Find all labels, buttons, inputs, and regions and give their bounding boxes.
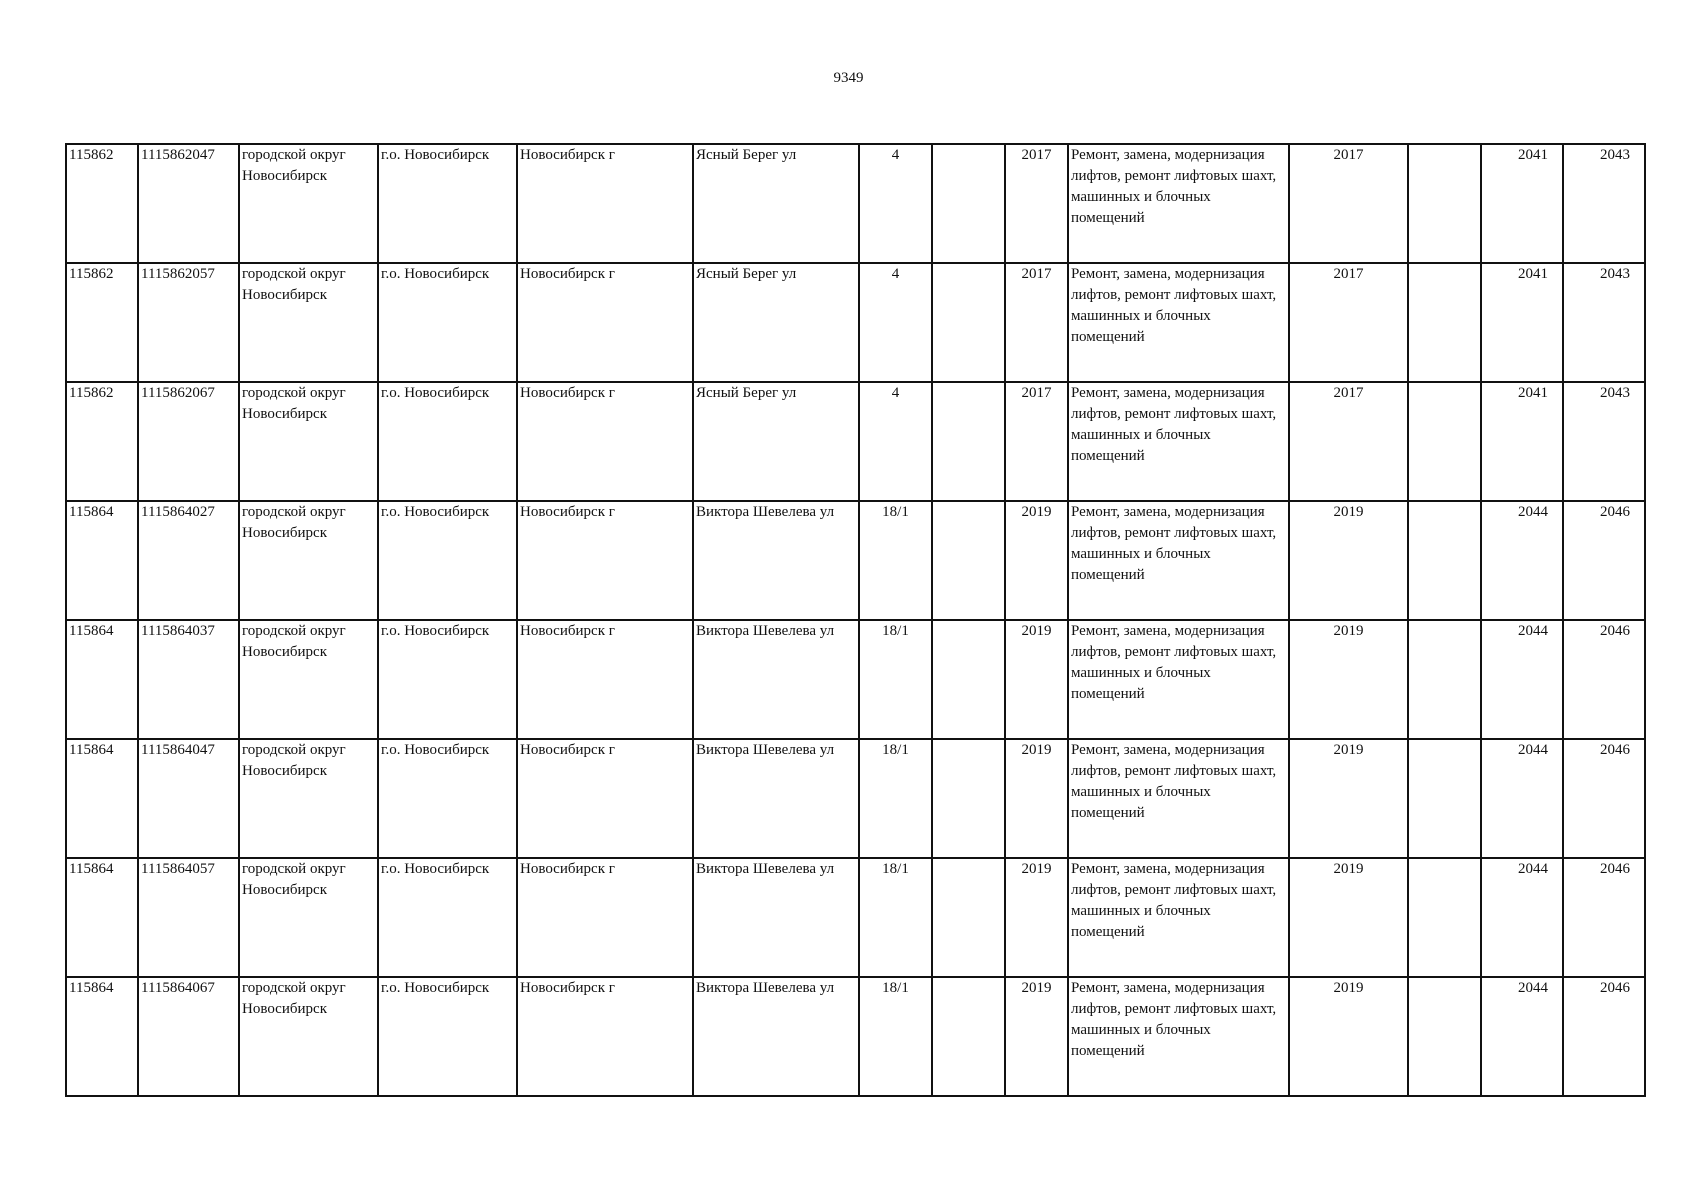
city-cell: Новосибирск г [517,501,693,620]
plan-start-cell: 2044 [1481,977,1563,1096]
work-type-cell: Ремонт, замена, модернизация лифтов, ремонт лифтовых шахт, машинных и блочных помещений [1068,263,1289,382]
street-cell: Ясный Берег ул [693,263,859,382]
city-cell: Новосибирск г [517,858,693,977]
year-built-cell: 2017 [1289,144,1408,263]
district-cell: г.о. Новосибирск [378,263,517,382]
year-cell: 2019 [1005,620,1068,739]
city-cell: Новосибирск г [517,263,693,382]
city-cell: Новосибирск г [517,739,693,858]
year-cell: 2017 [1005,144,1068,263]
year-built-cell: 2019 [1289,501,1408,620]
table-row [66,263,1645,382]
house-id-cell: 115862 [66,144,138,263]
street-cell: Ясный Берег ул [693,144,859,263]
house-number-cell: 18/1 [859,739,932,858]
year-built-cell: 2019 [1289,977,1408,1096]
municipality-cell: городской округ Новосибирск [239,858,378,977]
empty-cell [932,858,1005,977]
table-row [66,858,1645,977]
element-id-cell: 1115862067 [138,382,239,501]
district-cell: г.о. Новосибирск [378,620,517,739]
register-table [65,143,1646,1097]
element-id-cell: 1115864047 [138,739,239,858]
plan-end-cell: 2046 [1563,858,1645,977]
empty-cell [1408,382,1481,501]
year-built-cell: 2019 [1289,858,1408,977]
municipality-cell: городской округ Новосибирск [239,382,378,501]
district-cell: г.о. Новосибирск [378,382,517,501]
table-row [66,739,1645,858]
house-id-cell: 115864 [66,739,138,858]
empty-cell [1408,977,1481,1096]
street-cell: Виктора Шевелева ул [693,977,859,1096]
work-type-cell: Ремонт, замена, модернизация лифтов, ремонт лифтовых шахт, машинных и блочных помещений [1068,382,1289,501]
municipality-cell: городской округ Новосибирск [239,144,378,263]
street-cell: Ясный Берег ул [693,382,859,501]
district-cell: г.о. Новосибирск [378,858,517,977]
house-id-cell: 115864 [66,858,138,977]
city-cell: Новосибирск г [517,977,693,1096]
plan-start-cell: 2041 [1481,263,1563,382]
element-id-cell: 1115864067 [138,977,239,1096]
house-id-cell: 115864 [66,977,138,1096]
table-row [66,144,1645,263]
plan-start-cell: 2041 [1481,382,1563,501]
district-cell: г.о. Новосибирск [378,144,517,263]
municipality-cell: городской округ Новосибирск [239,263,378,382]
year-cell: 2017 [1005,382,1068,501]
empty-cell [932,501,1005,620]
district-cell: г.о. Новосибирск [378,501,517,620]
street-cell: Виктора Шевелева ул [693,739,859,858]
plan-start-cell: 2044 [1481,620,1563,739]
work-type-cell: Ремонт, замена, модернизация лифтов, ремонт лифтовых шахт, машинных и блочных помещений [1068,858,1289,977]
plan-end-cell: 2046 [1563,977,1645,1096]
municipality-cell: городской округ Новосибирск [239,620,378,739]
year-cell: 2017 [1005,263,1068,382]
district-cell: г.о. Новосибирск [378,977,517,1096]
house-id-cell: 115862 [66,263,138,382]
empty-cell [932,977,1005,1096]
empty-cell [932,739,1005,858]
plan-start-cell: 2044 [1481,501,1563,620]
year-cell: 2019 [1005,977,1068,1096]
year-built-cell: 2019 [1289,739,1408,858]
work-type-cell: Ремонт, замена, модернизация лифтов, ремонт лифтовых шахт, машинных и блочных помещений [1068,501,1289,620]
table-row [66,620,1645,739]
plan-end-cell: 2043 [1563,382,1645,501]
year-cell: 2019 [1005,501,1068,620]
element-id-cell: 1115862047 [138,144,239,263]
year-built-cell: 2019 [1289,620,1408,739]
city-cell: Новосибирск г [517,144,693,263]
work-type-cell: Ремонт, замена, модернизация лифтов, ремонт лифтовых шахт, машинных и блочных помещений [1068,739,1289,858]
house-number-cell: 4 [859,382,932,501]
house-number-cell: 18/1 [859,620,932,739]
street-cell: Виктора Шевелева ул [693,858,859,977]
element-id-cell: 1115864027 [138,501,239,620]
table-body [66,144,1645,1096]
page-number: 9349 [833,70,864,86]
plan-start-cell: 2044 [1481,858,1563,977]
plan-start-cell: 2041 [1481,144,1563,263]
house-number-cell: 4 [859,144,932,263]
house-id-cell: 115862 [66,382,138,501]
plan-end-cell: 2046 [1563,739,1645,858]
empty-cell [932,620,1005,739]
city-cell: Новосибирск г [517,382,693,501]
table-row [66,382,1645,501]
empty-cell [1408,858,1481,977]
element-id-cell: 1115864037 [138,620,239,739]
plan-end-cell: 2043 [1563,144,1645,263]
element-id-cell: 1115862057 [138,263,239,382]
year-cell: 2019 [1005,739,1068,858]
plan-end-cell: 2043 [1563,263,1645,382]
house-number-cell: 4 [859,263,932,382]
empty-cell [1408,263,1481,382]
empty-cell [1408,501,1481,620]
empty-cell [1408,144,1481,263]
house-id-cell: 115864 [66,501,138,620]
municipality-cell: городской округ Новосибирск [239,739,378,858]
year-cell: 2019 [1005,858,1068,977]
table-row [66,977,1645,1096]
year-built-cell: 2017 [1289,263,1408,382]
empty-cell [932,382,1005,501]
empty-cell [1408,620,1481,739]
plan-start-cell: 2044 [1481,739,1563,858]
municipality-cell: городской округ Новосибирск [239,501,378,620]
municipality-cell: городской округ Новосибирск [239,977,378,1096]
empty-cell [932,144,1005,263]
table-row [66,501,1645,620]
street-cell: Виктора Шевелева ул [693,620,859,739]
street-cell: Виктора Шевелева ул [693,501,859,620]
district-cell: г.о. Новосибирск [378,739,517,858]
work-type-cell: Ремонт, замена, модернизация лифтов, ремонт лифтовых шахт, машинных и блочных помещений [1068,977,1289,1096]
empty-cell [932,263,1005,382]
empty-cell [1408,739,1481,858]
house-id-cell: 115864 [66,620,138,739]
house-number-cell: 18/1 [859,501,932,620]
work-type-cell: Ремонт, замена, модернизация лифтов, ремонт лифтовых шахт, машинных и блочных помещений [1068,144,1289,263]
plan-end-cell: 2046 [1563,620,1645,739]
year-built-cell: 2017 [1289,382,1408,501]
plan-end-cell: 2046 [1563,501,1645,620]
house-number-cell: 18/1 [859,977,932,1096]
element-id-cell: 1115864057 [138,858,239,977]
house-number-cell: 18/1 [859,858,932,977]
work-type-cell: Ремонт, замена, модернизация лифтов, ремонт лифтовых шахт, машинных и блочных помещений [1068,620,1289,739]
city-cell: Новосибирск г [517,620,693,739]
